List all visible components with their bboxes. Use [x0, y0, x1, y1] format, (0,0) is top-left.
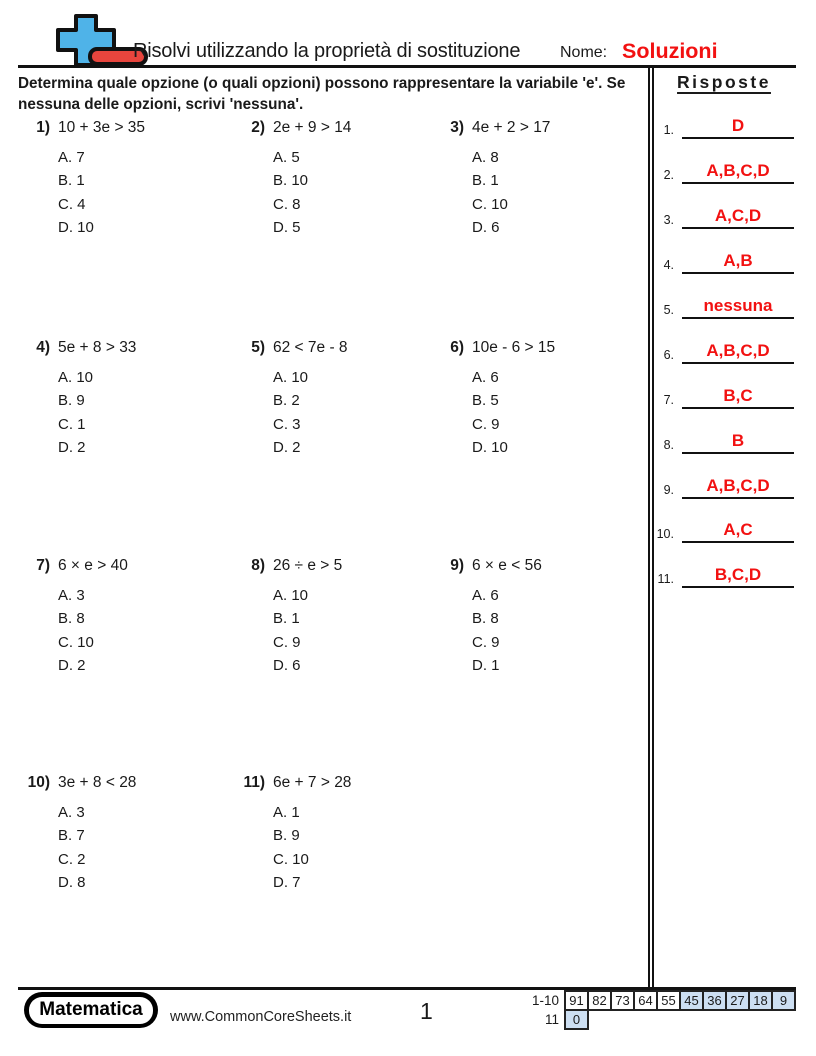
answer-number: 11. [657, 572, 674, 586]
name-value-solutions: Soluzioni [622, 39, 718, 63]
option-b: B. 1 [273, 610, 300, 628]
answer-item-2 [648, 155, 798, 183]
answer-number: 5. [663, 303, 674, 317]
problem-8 [231, 557, 441, 678]
option-c: C. 10 [472, 195, 508, 213]
option-a: A. 5 [273, 149, 300, 166]
answer-blank-line: B,C,D [682, 559, 794, 588]
score-cell: 73 [610, 990, 635, 1011]
answer-blank-line: A,C,D [682, 200, 794, 229]
option-b: B. 1 [472, 172, 499, 190]
option-a: A. 10 [273, 587, 309, 604]
answer-item-10 [648, 514, 798, 542]
option-d: D. 7 [273, 874, 301, 892]
option-d: D. 6 [273, 657, 301, 675]
option-b: B. 9 [58, 392, 85, 410]
option-b: B. 9 [273, 827, 300, 845]
problem-equation: 10e - 6 > 15 [472, 339, 556, 356]
option-b: B. 10 [273, 172, 309, 190]
problem-equation: 6 × e < 56 [472, 557, 542, 574]
problem-number: 9) [450, 557, 464, 574]
problem-number: 1) [36, 119, 50, 136]
option-c: C. 4 [58, 195, 86, 213]
page-number: 1 [420, 998, 433, 1024]
answer-blank-line: A,B,C,D [682, 155, 794, 184]
problem-4 [16, 339, 226, 460]
problem-1 [16, 119, 226, 240]
answer-number: 1. [663, 123, 674, 137]
option-b: B. 1 [58, 172, 85, 190]
option-c: C. 1 [58, 415, 86, 433]
option-d: D. 5 [273, 219, 301, 237]
score-cell: 27 [725, 990, 750, 1011]
answer-blank-line: A,B,C,D [682, 335, 794, 364]
answer-item-4 [648, 245, 798, 273]
option-c: C. 9 [472, 415, 500, 433]
score-cell: 55 [656, 990, 681, 1011]
problem-number: 7) [36, 557, 50, 574]
option-c: C. 9 [472, 633, 500, 651]
option-c: C. 2 [58, 850, 86, 868]
answer-blank-line: D [682, 110, 794, 139]
subject-badge [24, 992, 158, 1028]
option-d: D. 1 [472, 657, 500, 675]
problem-2 [231, 119, 441, 240]
option-c: C. 3 [273, 415, 301, 433]
option-b: B. 5 [472, 392, 499, 410]
problem-10 [16, 774, 226, 895]
answer-blank-line: A,B,C,D [682, 470, 794, 499]
score-cell: 36 [702, 990, 727, 1011]
problem-equation: 6e + 7 > 28 [273, 774, 352, 791]
answer-number: 4. [663, 258, 674, 272]
option-a: A. 3 [58, 587, 85, 604]
answer-item-3 [648, 200, 798, 228]
problem-3 [430, 119, 640, 240]
problem-number: 6) [450, 339, 464, 356]
option-d: D. 2 [58, 439, 86, 457]
problem-9 [430, 557, 640, 678]
answer-number: 8. [663, 438, 674, 452]
problem-number: 4) [36, 339, 50, 356]
answer-item-6 [648, 335, 798, 363]
problem-number: 5) [251, 339, 265, 356]
problem-equation: 26 ÷ e > 5 [273, 557, 343, 574]
problem-equation: 2e + 9 > 14 [273, 119, 352, 136]
score-cell: 9 [771, 990, 796, 1011]
option-a: A. 6 [472, 369, 499, 386]
problem-equation: 62 < 7e - 8 [273, 339, 348, 356]
problem-number: 2) [251, 119, 265, 136]
option-d: D. 2 [273, 439, 301, 457]
problem-equation: 5e + 8 > 33 [58, 339, 137, 356]
option-a: A. 10 [273, 369, 309, 386]
answer-number: 9. [663, 483, 674, 497]
option-a: A. 8 [472, 149, 499, 166]
problem-number: 8) [251, 557, 265, 574]
problem-7 [16, 557, 226, 678]
option-d: D. 10 [472, 439, 508, 457]
option-b: B. 7 [58, 827, 85, 845]
option-b: B. 8 [472, 610, 499, 628]
score-row-label: 1-10 [531, 993, 559, 1008]
problem-equation: 10 + 3e > 35 [58, 119, 146, 136]
option-a: A. 10 [58, 369, 94, 386]
option-b: B. 8 [58, 610, 85, 628]
answer-item-9 [648, 470, 798, 498]
problem-number: 11) [243, 774, 265, 791]
problem-11 [231, 774, 441, 895]
subject-badge-label: Matematica [29, 997, 153, 1024]
problem-5 [231, 339, 441, 460]
option-c: C. 9 [273, 633, 301, 651]
answer-blank-line: A,B [682, 245, 794, 274]
answer-item-1 [648, 110, 798, 138]
answer-item-7 [648, 380, 798, 408]
score-table-row-2 [514, 1009, 587, 1030]
answer-number: 2. [663, 168, 674, 182]
problem-equation: 3e + 8 < 28 [58, 774, 137, 791]
score-cell: 91 [564, 990, 589, 1011]
score-table-row-1 [514, 990, 794, 1011]
answer-blank-line: A,C [682, 514, 794, 543]
answer-blank-line: nessuna [682, 290, 794, 319]
answer-number: 6. [663, 348, 674, 362]
option-c: C. 8 [273, 195, 301, 213]
option-a: A. 1 [273, 804, 300, 821]
name-label: Nome: [560, 44, 608, 61]
score-cell: 64 [633, 990, 658, 1011]
score-cell: 0 [564, 1009, 589, 1030]
option-d: D. 8 [58, 874, 86, 892]
answer-item-11 [648, 559, 798, 587]
score-cell: 18 [748, 990, 773, 1011]
option-d: D. 6 [472, 219, 500, 237]
answer-blank-line: B,C [682, 380, 794, 409]
answer-number: 10. [656, 527, 674, 541]
problem-number: 3) [450, 119, 464, 136]
option-d: D. 2 [58, 657, 86, 675]
option-a: A. 7 [58, 149, 85, 166]
option-a: A. 3 [58, 804, 85, 821]
score-row-label: 11 [544, 1012, 559, 1027]
problem-equation: 6 × e > 40 [58, 557, 128, 574]
option-b: B. 2 [273, 392, 300, 410]
problem-6 [430, 339, 640, 460]
page-title: Risolvi utilizzando la proprietà di sostituzione [133, 40, 521, 62]
answer-blank-line: B [682, 425, 794, 454]
answers-title: Risposte [677, 72, 771, 92]
answer-item-8 [648, 425, 798, 453]
answer-item-5 [648, 290, 798, 318]
instructions-text: Determina quale opzione (o quali opzioni) possono rappresentare la variabile 'e'. Se nessuna delle opzioni, scrivi 'nessuna'. [18, 75, 626, 113]
answer-number: 3. [663, 213, 674, 227]
option-a: A. 6 [472, 587, 499, 604]
problem-equation: 4e + 2 > 17 [472, 119, 551, 136]
score-cell: 45 [679, 990, 704, 1011]
option-c: C. 10 [273, 850, 309, 868]
option-d: D. 10 [58, 219, 94, 237]
option-c: C. 10 [58, 633, 94, 651]
score-cell: 82 [587, 990, 612, 1011]
website-link: www.CommonCoreSheets.it [170, 1009, 352, 1025]
problem-number: 10) [27, 774, 50, 791]
answer-number: 7. [663, 393, 674, 407]
